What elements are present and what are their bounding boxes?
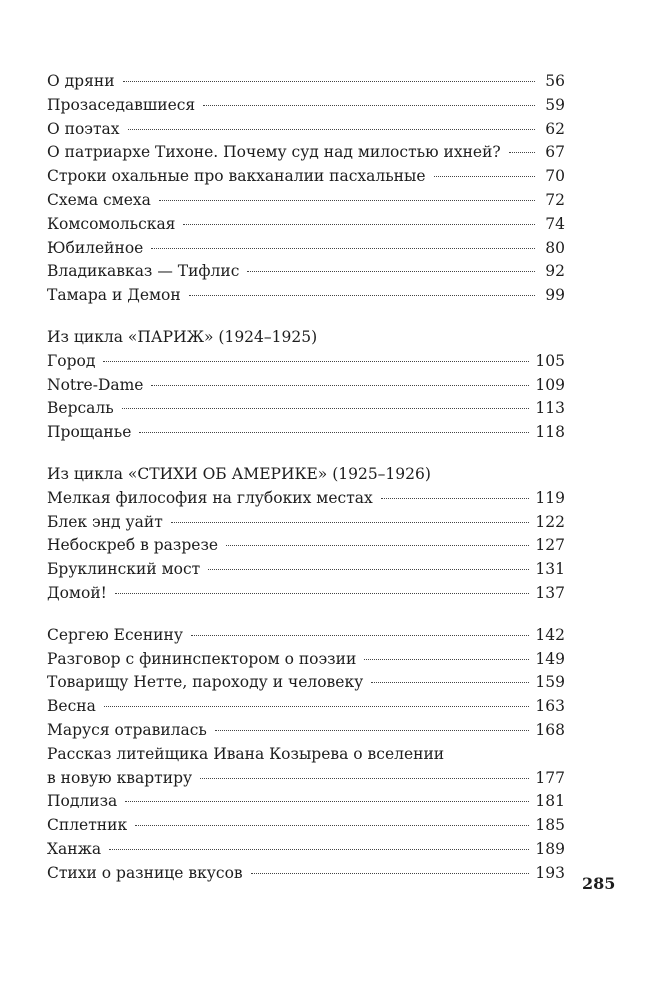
entry-title: Маруся отравилась [47, 720, 207, 739]
entry-page-number: 193 [535, 863, 565, 882]
entry-title: Тамара и Демон [47, 286, 181, 305]
toc-entry[interactable] [47, 814, 565, 838]
toc-entry[interactable] [47, 838, 565, 862]
toc-entry[interactable] [47, 487, 565, 511]
toc-entry[interactable] [47, 511, 565, 535]
dot-leader [381, 498, 530, 499]
entry-page-number: 56 [545, 72, 565, 90]
toc-section [47, 463, 565, 606]
entry-title: Весна [47, 697, 96, 716]
toc-entry[interactable] [47, 624, 565, 648]
dot-leader [125, 801, 529, 802]
dot-leader [109, 849, 529, 850]
entry-title: Блек энд уайт [47, 512, 163, 531]
dot-leader [171, 522, 530, 523]
dot-leader [247, 271, 535, 272]
entry-title: Схема смеха [47, 190, 151, 209]
dot-leader [226, 545, 529, 546]
entry-title: О дряни [47, 72, 115, 90]
entry-page-number: 70 [545, 167, 565, 186]
entry-title: Небоскреб в разрезе [47, 536, 219, 555]
dot-leader [151, 248, 535, 249]
entry-page-number: 105 [535, 351, 565, 370]
entry-title: Стихи о разнице вкусов [47, 863, 243, 882]
entry-page-number: 74 [545, 214, 565, 233]
entry-title: Город [47, 351, 96, 370]
toc-entry[interactable] [47, 862, 565, 886]
toc-section [47, 326, 565, 445]
toc-entry[interactable] [47, 534, 565, 558]
dot-leader [103, 361, 529, 362]
dot-leader [135, 825, 529, 826]
entry-title: Версаль [47, 399, 114, 418]
entry-page-number: 92 [545, 262, 565, 281]
dot-leader [191, 635, 529, 636]
entry-page-number: 113 [535, 399, 565, 418]
entry-title: Разговор с фининспектором о поэзии [47, 649, 357, 668]
entry-page-number: 122 [535, 512, 565, 531]
entry-title: О патриархе Тихоне. Почему суд над милостью ихней? [47, 143, 501, 162]
dot-leader [128, 129, 535, 130]
entry-title: Рассказ литейщика Ивана Козырева о вселении [47, 744, 445, 763]
entry-title: Прозаседавшиеся [47, 95, 196, 114]
entry-page-number: 118 [535, 423, 565, 442]
toc-entry[interactable] [47, 790, 565, 814]
toc-entry[interactable] [47, 350, 565, 374]
entry-page-number: 137 [535, 583, 565, 602]
entry-title: Прощанье [47, 423, 132, 442]
toc-section [47, 70, 565, 308]
toc-entry[interactable] [47, 260, 565, 284]
entry-page-number: 80 [545, 238, 565, 257]
entry-title: Сергею Есенину [47, 625, 183, 644]
toc-entry[interactable] [47, 719, 565, 743]
toc-entry[interactable] [47, 213, 565, 237]
entry-title: Владикавказ — Тифлис [47, 262, 240, 281]
entry-page-number: 185 [535, 816, 565, 835]
dot-leader [183, 224, 535, 225]
entry-title: Юбилейное [47, 238, 144, 257]
toc-entry[interactable] [47, 743, 565, 791]
toc-entry[interactable] [47, 70, 565, 94]
toc-entry[interactable] [47, 284, 565, 308]
entry-page-number: 72 [545, 190, 565, 209]
entry-page-number: 67 [545, 143, 565, 162]
entry-page-number: 149 [535, 649, 565, 668]
toc-entry[interactable] [47, 189, 565, 213]
entry-title: Сплетник [47, 816, 128, 835]
dot-leader [200, 778, 529, 779]
entry-page-number: 181 [535, 792, 565, 811]
entry-page-number: 163 [535, 697, 565, 716]
dot-leader [251, 873, 530, 874]
section-heading: Из цикла «СТИХИ ОБ АМЕРИКЕ» (1925–1926) [47, 464, 431, 483]
dot-leader [122, 408, 530, 409]
dot-leader [208, 569, 529, 570]
entry-page-number: 189 [535, 839, 565, 858]
entry-title: Мелкая философия на глубоких местах [47, 488, 373, 507]
dot-leader [151, 385, 529, 386]
toc-entry[interactable] [47, 558, 565, 582]
toc-entry[interactable] [47, 671, 565, 695]
dot-leader [115, 593, 530, 594]
entry-title: в новую квартиру [47, 768, 193, 787]
toc-entry[interactable] [47, 582, 565, 606]
dot-leader [159, 200, 535, 201]
toc-entry[interactable] [47, 421, 565, 445]
entry-page-number: 62 [545, 119, 565, 138]
entry-title: Ханжа [47, 839, 102, 858]
entry-title: Строки охальные про вакханалии пасхальные [47, 167, 426, 186]
toc-entry[interactable] [47, 118, 565, 142]
dot-leader [139, 432, 529, 433]
dot-leader [203, 105, 535, 106]
toc-entry[interactable] [47, 648, 565, 672]
entry-page-number: 59 [545, 95, 565, 114]
entry-title: Подлиза [47, 792, 118, 811]
dot-leader [123, 81, 535, 82]
entry-title: О поэтах [47, 119, 120, 138]
dot-leader [215, 730, 530, 731]
entry-title: Notre-Dame [47, 375, 144, 394]
dot-leader [434, 176, 535, 177]
toc-entry[interactable] [47, 165, 565, 189]
toc-entry[interactable] [47, 374, 565, 398]
section-heading: Из цикла «ПАРИЖ» (1924–1925) [47, 327, 318, 346]
dot-leader [364, 659, 529, 660]
entry-page-number: 131 [535, 560, 565, 579]
entry-page-number: 109 [535, 375, 565, 394]
toc-entry[interactable] [47, 94, 565, 118]
entry-title: Бруклинский мост [47, 560, 201, 579]
dot-leader [189, 295, 535, 296]
entry-page-number: 119 [535, 488, 565, 507]
dot-leader [371, 682, 529, 683]
toc-section [47, 624, 565, 886]
entry-title: Домой! [47, 583, 107, 602]
toc-entry[interactable] [47, 695, 565, 719]
entry-page-number: 177 [535, 768, 565, 787]
dot-leader [104, 706, 530, 707]
page-number: 285 [582, 874, 616, 893]
entry-title: Комсомольская [47, 214, 176, 233]
table-of-contents [47, 70, 565, 904]
entry-page-number: 159 [535, 673, 565, 692]
toc-entry[interactable] [47, 237, 565, 261]
entry-title: Товарищу Нетте, пароходу и человеку [47, 673, 364, 692]
entry-page-number: 168 [535, 720, 565, 739]
toc-entry[interactable] [47, 141, 565, 165]
entry-page-number: 142 [535, 625, 565, 644]
dot-leader [509, 152, 535, 153]
entry-page-number: 99 [545, 286, 565, 305]
entry-page-number: 127 [535, 536, 565, 555]
toc-entry[interactable] [47, 397, 565, 421]
